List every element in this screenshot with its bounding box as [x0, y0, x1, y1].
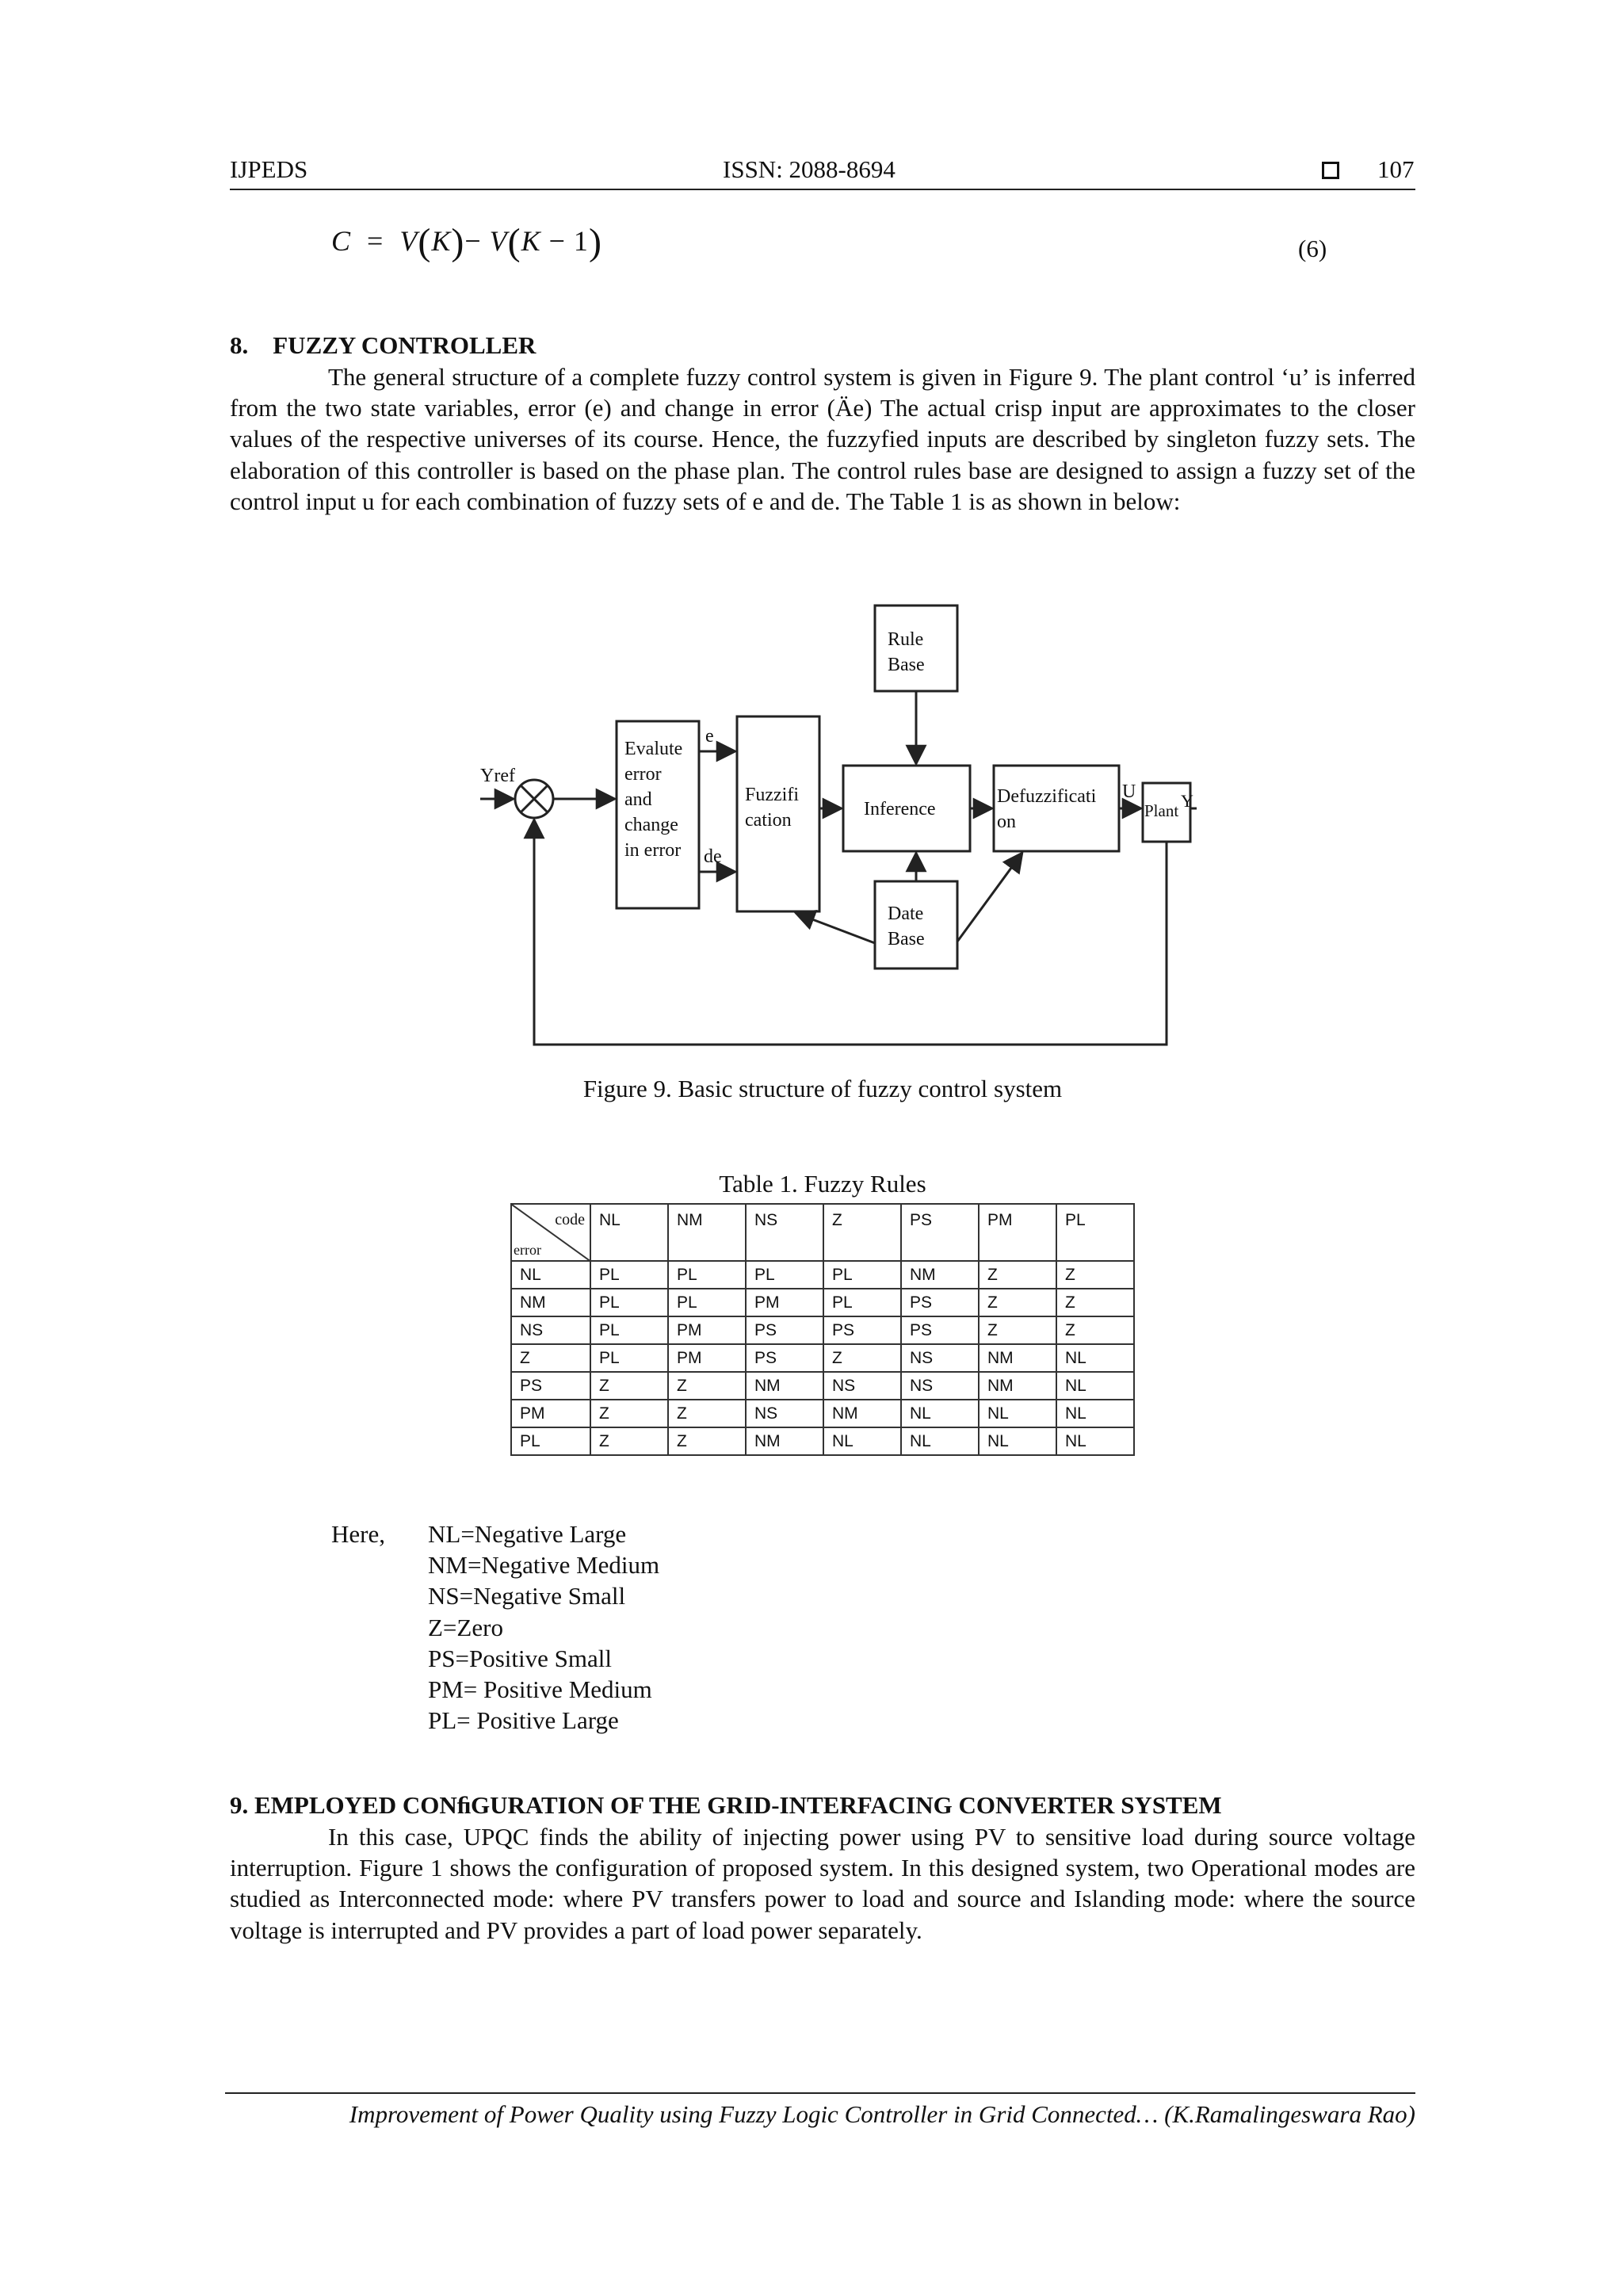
- legend-item: NL=Negative Large: [428, 1520, 627, 1548]
- rule-cell: NM: [979, 1344, 1056, 1372]
- eq-k1: K: [431, 225, 452, 257]
- legend-item: PM= Positive Medium: [428, 1675, 652, 1704]
- legend-item: PL= Positive Large: [428, 1706, 619, 1735]
- rule-cell: NM: [901, 1261, 979, 1289]
- rule-cell: PL: [668, 1261, 746, 1289]
- section-9-heading: 9. EMPLOYED CONﬁGURATION OF THE GRID-INTERFACING CONVERTER SYSTEM: [230, 1791, 1222, 1819]
- section-8-paragraph: [230, 361, 1415, 517]
- rule-cell: Z: [668, 1400, 746, 1427]
- rule-cell: PM: [746, 1289, 823, 1316]
- fuzzy-rules-table: [510, 1203, 1135, 1456]
- table-row: [511, 1316, 1134, 1344]
- rule-cell: Z: [590, 1427, 668, 1455]
- table-row: [511, 1289, 1134, 1316]
- rule-cell: PL: [746, 1261, 823, 1289]
- journal-name: IJPEDS: [230, 155, 308, 183]
- legend-list: [428, 1519, 659, 1736]
- rule-cell: NS: [901, 1344, 979, 1372]
- yref-label: Yref: [480, 766, 515, 786]
- table-caption: Table 1. Fuzzy Rules: [719, 1170, 926, 1198]
- table-row: [511, 1372, 1134, 1400]
- rule-cell: NM: [979, 1372, 1056, 1400]
- row-label: NL: [511, 1261, 590, 1289]
- section-8-text: The general structure of a complete fuzzy control system is given in Figure 9. The plant control ‘u’ is inferred from the two state variables, error (e) and change in error (Äe) The actual crisp input are approximates to the closer values of the respective universes of its course. Hence, the fuzzyfied inputs are described by singleton fuzzy sets. The elaboration of this controller is based on the phase plan. The control rules base are designed to assign a fuzzy set of the control input u for each combination of fuzzy sets of e and de. The Table 1 is as shown in below:: [230, 363, 1415, 515]
- de-signal-label: de: [704, 846, 722, 867]
- evaluate-line-5: in error: [624, 840, 682, 861]
- rule-cell: NS: [746, 1400, 823, 1427]
- row-label: PL: [511, 1427, 590, 1455]
- footer-citation: Improvement of Power Quality using Fuzzy Logic Controller in Grid Connected… (K.Ramalingeswara Rao): [349, 2100, 1415, 2128]
- rule-cell: NM: [746, 1427, 823, 1455]
- legend-here: Here,: [331, 1520, 385, 1548]
- rule-cell: PL: [590, 1289, 668, 1316]
- rule-cell: NL: [1056, 1427, 1134, 1455]
- data-base-line-1: Date: [888, 904, 924, 924]
- row-label: PS: [511, 1372, 590, 1400]
- issn: ISSN: 2088-8694: [723, 155, 896, 183]
- e-signal-label: e: [705, 726, 714, 747]
- equation-number: (6): [1298, 235, 1327, 262]
- fuzzification-line-1: Fuzzifi: [745, 785, 799, 805]
- rule-cell: Z: [979, 1316, 1056, 1344]
- defuzz-line-2: on: [997, 812, 1016, 832]
- rule-cell: PS: [823, 1316, 901, 1344]
- column-header: Z: [823, 1204, 901, 1261]
- data-base-block: [875, 881, 957, 968]
- eq-k2: K: [521, 225, 541, 257]
- eq-v1: V: [399, 225, 418, 257]
- row-label: Z: [511, 1344, 590, 1372]
- rule-cell: Z: [590, 1372, 668, 1400]
- eq-minus-one: − 1: [548, 225, 589, 257]
- column-header: NS: [746, 1204, 823, 1261]
- eq-v2: V: [489, 225, 508, 257]
- table-header-row: [511, 1204, 1134, 1261]
- equation-6: C = V(K)− V(K − 1): [331, 221, 602, 263]
- rule-cell: NL: [979, 1427, 1056, 1455]
- legend-item: NS=Negative Small: [428, 1582, 626, 1610]
- header-rule: [230, 189, 1415, 190]
- rule-cell: PS: [901, 1316, 979, 1344]
- figure-caption: Figure 9. Basic structure of fuzzy control system: [582, 1075, 1063, 1102]
- corner-top-label: code: [555, 1211, 585, 1228]
- rule-cell: NS: [823, 1372, 901, 1400]
- rule-cell: NS: [901, 1372, 979, 1400]
- rule-cell: PS: [746, 1316, 823, 1344]
- table-row: [511, 1261, 1134, 1289]
- row-label: NM: [511, 1289, 590, 1316]
- evaluate-line-4: change: [624, 815, 678, 835]
- rule-cell: PM: [668, 1344, 746, 1372]
- rule-cell: Z: [979, 1289, 1056, 1316]
- corner-bottom-label: error: [514, 1242, 541, 1258]
- data-base-line-2: Base: [888, 929, 925, 949]
- evaluate-line-3: and: [624, 789, 652, 810]
- table-row: [511, 1400, 1134, 1427]
- section-8-heading: 8. FUZZY CONTROLLER: [230, 331, 537, 359]
- column-header: PS: [901, 1204, 979, 1261]
- column-header: NL: [590, 1204, 668, 1261]
- rule-cell: NM: [746, 1372, 823, 1400]
- column-header: NM: [668, 1204, 746, 1261]
- table-row: [511, 1427, 1134, 1455]
- rule-cell: NL: [823, 1427, 901, 1455]
- rule-cell: Z: [668, 1372, 746, 1400]
- rule-cell: Z: [1056, 1289, 1134, 1316]
- rule-cell: Z: [590, 1400, 668, 1427]
- rule-cell: PM: [668, 1316, 746, 1344]
- rule-cell: Z: [979, 1261, 1056, 1289]
- rule-cell: Z: [823, 1344, 901, 1372]
- legend-item: Z=Zero: [428, 1613, 503, 1641]
- defuzz-line-1: Defuzzificati: [997, 786, 1097, 807]
- inference-label: Inference: [864, 799, 936, 819]
- rule-cell: Z: [1056, 1316, 1134, 1344]
- rule-cell: NL: [1056, 1372, 1134, 1400]
- eq-lhs: C: [331, 225, 352, 257]
- rule-cell: NM: [823, 1400, 901, 1427]
- rule-base-line-2: Base: [888, 655, 925, 675]
- rule-cell: Z: [1056, 1261, 1134, 1289]
- rule-cell: PL: [590, 1261, 668, 1289]
- y-output-label: Y: [1181, 791, 1193, 811]
- section-9-paragraph: [230, 1821, 1415, 1946]
- plant-label: Plant: [1144, 801, 1179, 820]
- u-signal-label: U: [1122, 781, 1136, 802]
- fuzzy-control-diagram: [468, 596, 1197, 1056]
- rule-cell: PL: [590, 1316, 668, 1344]
- defuzzification-block: [994, 766, 1119, 851]
- header-box-icon: [1322, 155, 1339, 184]
- rule-cell: PL: [823, 1289, 901, 1316]
- page-number: 107: [1377, 155, 1415, 183]
- table-row: [511, 1344, 1134, 1372]
- section-9-text: In this case, UPQC finds the ability of injecting power using PV to sensitive load during source voltage interruption. Figure 1 shows the configuration of proposed system. In this designed system, two Operational modes are studied as Interconnected mode: where PV transfers power to load and source and Islanding mode: where the source voltage is interrupted and PV provides a part of load power separately.: [230, 1823, 1415, 1944]
- table-corner-cell: [511, 1204, 590, 1261]
- evaluate-line-1: Evalute: [624, 739, 683, 759]
- row-label: NS: [511, 1316, 590, 1344]
- rule-cell: PL: [668, 1289, 746, 1316]
- column-header: PM: [979, 1204, 1056, 1261]
- rule-cell: NL: [1056, 1344, 1134, 1372]
- legend-item: PS=Positive Small: [428, 1644, 612, 1672]
- rule-cell: PL: [590, 1344, 668, 1372]
- footer-rule: [225, 2092, 1415, 2094]
- rule-cell: NL: [1056, 1400, 1134, 1427]
- rule-base-line-1: Rule: [888, 629, 924, 650]
- fuzzification-line-2: cation: [745, 810, 792, 831]
- legend-item: NM=Negative Medium: [428, 1551, 660, 1580]
- rule-cell: PS: [901, 1289, 979, 1316]
- column-header: PL: [1056, 1204, 1134, 1261]
- rule-cell: NL: [901, 1427, 979, 1455]
- rule-cell: NL: [901, 1400, 979, 1427]
- rule-cell: PS: [746, 1344, 823, 1372]
- rule-cell: PL: [823, 1261, 901, 1289]
- rule-cell: NL: [979, 1400, 1056, 1427]
- evaluate-line-2: error: [624, 764, 662, 785]
- row-label: PM: [511, 1400, 590, 1427]
- rule-cell: Z: [668, 1427, 746, 1455]
